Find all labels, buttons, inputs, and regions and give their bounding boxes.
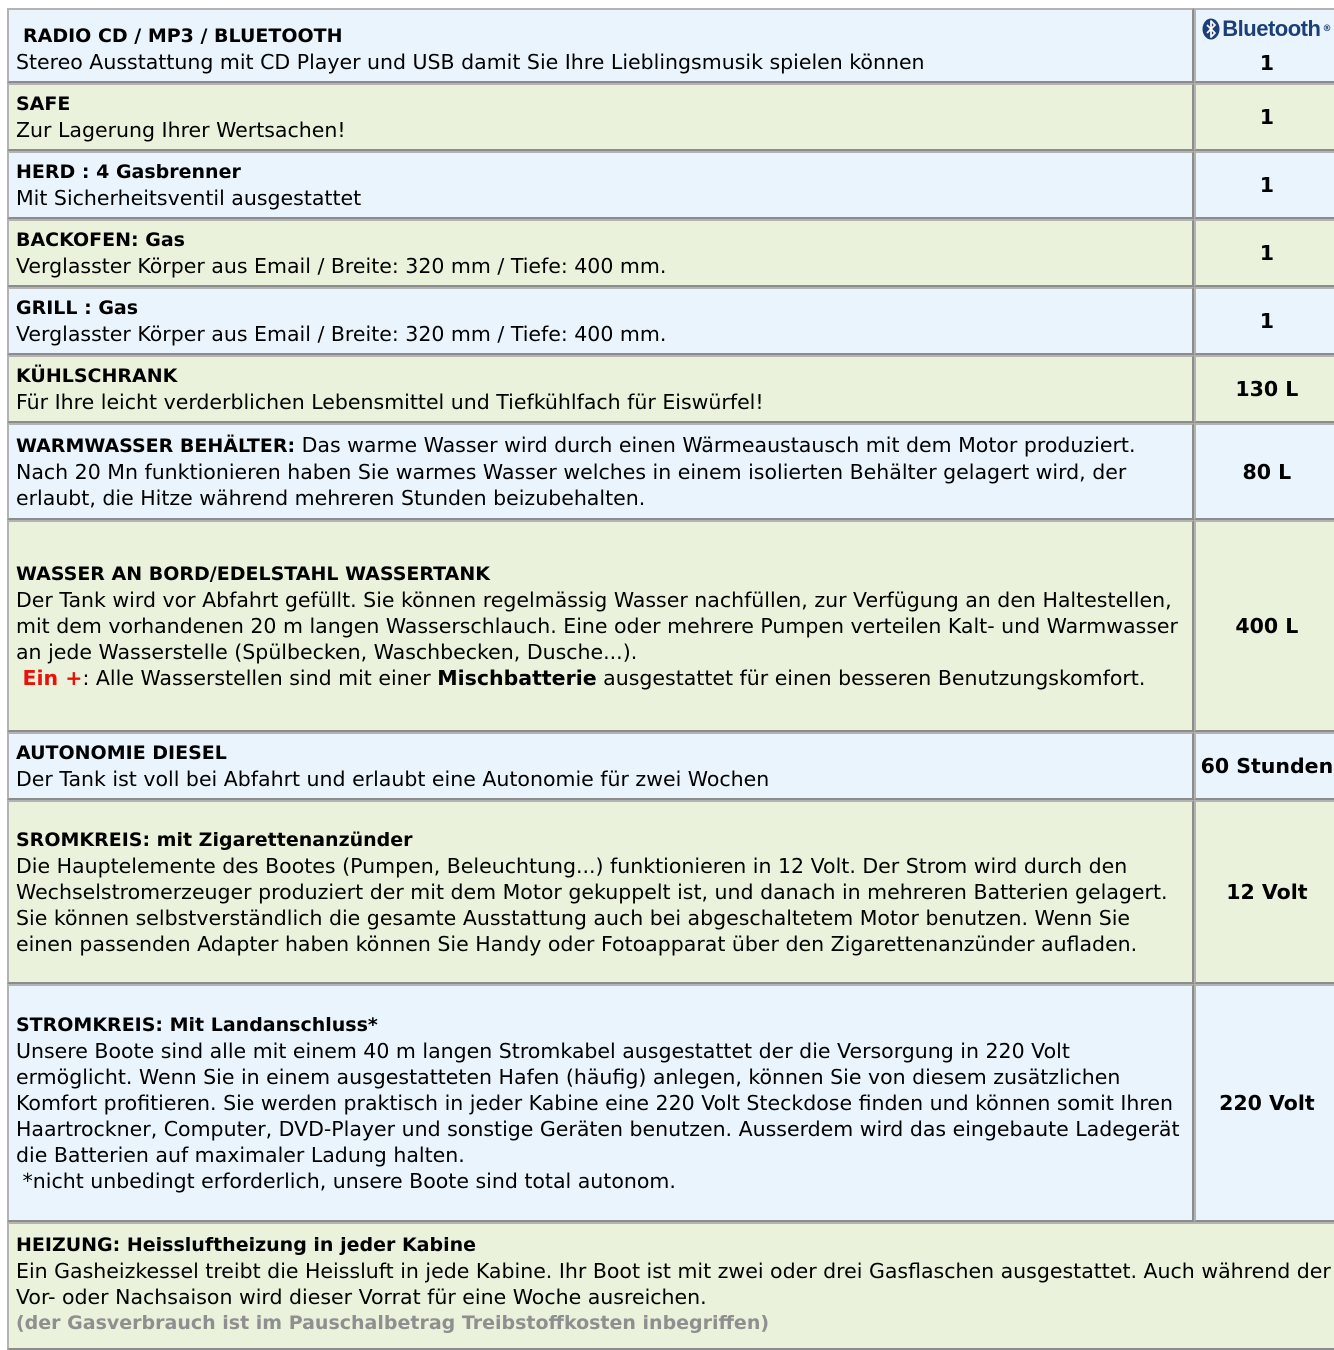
row-title: KÜHLSCHRANK (16, 365, 178, 387)
table-row (7, 800, 1334, 984)
table-row (7, 151, 1334, 219)
plus-label: Ein + (22, 666, 83, 690)
row-title: RADIO CD / MP3 / BLUETOOTH (23, 24, 343, 47)
row-text: Verglasster Körper aus Email / Breite: 320 mm / Tiefe: 400 mm. (16, 254, 667, 278)
equipment-table (7, 8, 1334, 1350)
table-row (7, 423, 1334, 520)
row-text: Stereo Ausstattung mit CD Player und USB damit Sie Ihre Lieblingsmusik spielen können (16, 49, 925, 74)
row-title: SROMKREIS: mit Zigarettenanzünder (16, 829, 413, 851)
row-title: AUTONOMIE DIESEL (16, 742, 227, 764)
row-description (7, 287, 1194, 355)
row-text: Der Tank wird vor Abfahrt gefüllt. Sie können regelmässig Wasser nachfüllen, zur Verfügung an den Haltestellen, mit dem vorhandenen 20 m langen Wasserschlauch. Eine oder mehrere Pumpen verteilen Kalt- und Warmwasser an jede Wasserstelle (Spülbecken, Waschbecken, Dusche...). (16, 588, 1178, 664)
table-row (7, 1222, 1334, 1350)
bluetooth-icon (1202, 18, 1220, 40)
table-row (7, 8, 1334, 83)
table-row (7, 355, 1334, 423)
row-value: 1 (1194, 83, 1334, 151)
row-text: Die Hauptelemente des Bootes (Pumpen, Beleuchtung...) funktionieren in 12 Volt. Der Strom wird durch den Wechselstromerzeuger produziert der mit dem Motor gekuppelt ist, und danach in mehreren Batterien gelagert. Sie können selbstverständlich die gesamte Ausstattung auch bei abgeschaltetem Motor benutzen. Wenn Sie einen passenden Adapter haben können Sie Handy oder Fotoapparat über den Zigarettenanzünder aufladen. (16, 854, 1168, 956)
row-value: 60 Stunden (1194, 732, 1334, 800)
row-title: WASSER AN BORD/EDELSTAHL WASSERTANK (16, 563, 490, 585)
row-description (7, 1222, 1334, 1350)
row-value: 1 (1259, 50, 1275, 75)
row-text: Für Ihre leicht verderblichen Lebensmittel und Tiefkühlfach für Eiswürfel! (16, 390, 764, 414)
row-text: Unsere Boote sind alle mit einem 40 m langen Stromkabel ausgestattet der die Versorgung in 220 Volt ermöglicht. Wenn Sie in einem ausgestatteten Hafen (häufig) anlegen, können Sie von diesem zusätzlichen Komfort profitieren. Sie werden praktisch in jeder Kabine eine 220 Volt Steckdose finden und können somit Ihren Haartrockner, Computer, DVD-Player und sonstige Geräten benutzen. Ausserdem wird das eingebaute Ladegerät die Batterien auf maximaler Ladung halten. (16, 1039, 1180, 1167)
table-row (7, 287, 1334, 355)
bluetooth-wordmark: Bluetooth (1222, 15, 1321, 41)
row-description (7, 520, 1194, 732)
row-value: 80 L (1194, 423, 1334, 520)
plus-bold: Mischbatterie (437, 666, 597, 690)
row-text: Verglasster Körper aus Email / Breite: 320 mm / Tiefe: 400 mm. (16, 322, 667, 346)
row-title: STROMKREIS: Mit Landanschluss* (16, 1014, 378, 1036)
row-description (7, 800, 1194, 984)
row-value: 1 (1194, 287, 1334, 355)
row-title: WARMWASSER BEHÄLTER: (16, 435, 296, 457)
row-value: 1 (1194, 219, 1334, 287)
row-description (7, 8, 1194, 83)
row-description (7, 732, 1194, 800)
row-title: HEIZUNG: Heissluftheizung in jeder Kabine (16, 1234, 477, 1256)
row-title: HERD : 4 Gasbrenner (16, 161, 241, 183)
row-title: GRILL : Gas (16, 297, 139, 319)
row-value: 220 Volt (1194, 984, 1334, 1222)
table-row (7, 219, 1334, 287)
registered-mark: ® (1322, 23, 1332, 34)
plus-text: : Alle Wasserstellen sind mit einer (82, 666, 438, 690)
table-row (7, 984, 1334, 1222)
row-note: *nicht unbedingt erforderlich, unsere Boote sind total autonom. (16, 1169, 676, 1193)
plus-text-after: ausgestattet für einen besseren Benutzungskomfort. (596, 666, 1146, 690)
row-extra (16, 665, 1186, 691)
row-value: 1 (1194, 151, 1334, 219)
table-row (7, 520, 1334, 732)
row-text: Mit Sicherheitsventil ausgestattet (16, 186, 362, 210)
bluetooth-logo (1196, 16, 1334, 42)
row-title: BACKOFEN: Gas (16, 229, 185, 251)
row-text: Ein Gasheizkessel treibt die Heissluft in jede Kabine. Ihr Boot ist mit zwei oder drei Gasflaschen ausgestattet. Auch während der Vor- oder Nachsaison wird dieser Vorrat für eine Woche ausreichen. (16, 1259, 1331, 1309)
row-description (7, 219, 1194, 287)
row-note: (der Gasverbrauch ist im Pauschalbetrag Treibstoffkosten inbegriffen) (16, 1312, 770, 1334)
row-description (7, 423, 1194, 520)
table-row (7, 732, 1334, 800)
row-description (7, 151, 1194, 219)
row-description (7, 984, 1194, 1222)
row-value-cell (1194, 8, 1334, 83)
row-value: 400 L (1194, 520, 1334, 732)
row-title: SAFE (16, 93, 71, 115)
table-row (7, 83, 1334, 151)
row-value: 130 L (1194, 355, 1334, 423)
row-value: 12 Volt (1194, 800, 1334, 984)
row-text: Der Tank ist voll bei Abfahrt und erlaubt eine Autonomie für zwei Wochen (16, 767, 770, 791)
row-text: Zur Lagerung Ihrer Wertsachen! (16, 118, 346, 142)
row-text: Das warme Wasser wird durch einen Wärmeaustausch mit dem Motor produziert. Nach 20 Mn funktionieren haben Sie warmes Wasser welches in einem isolierten Behälter gelagert wird, der erlaubt, die Hitze während mehreren Stunden beizubehalten. (16, 433, 1136, 510)
row-description (7, 83, 1194, 151)
row-description (7, 355, 1194, 423)
